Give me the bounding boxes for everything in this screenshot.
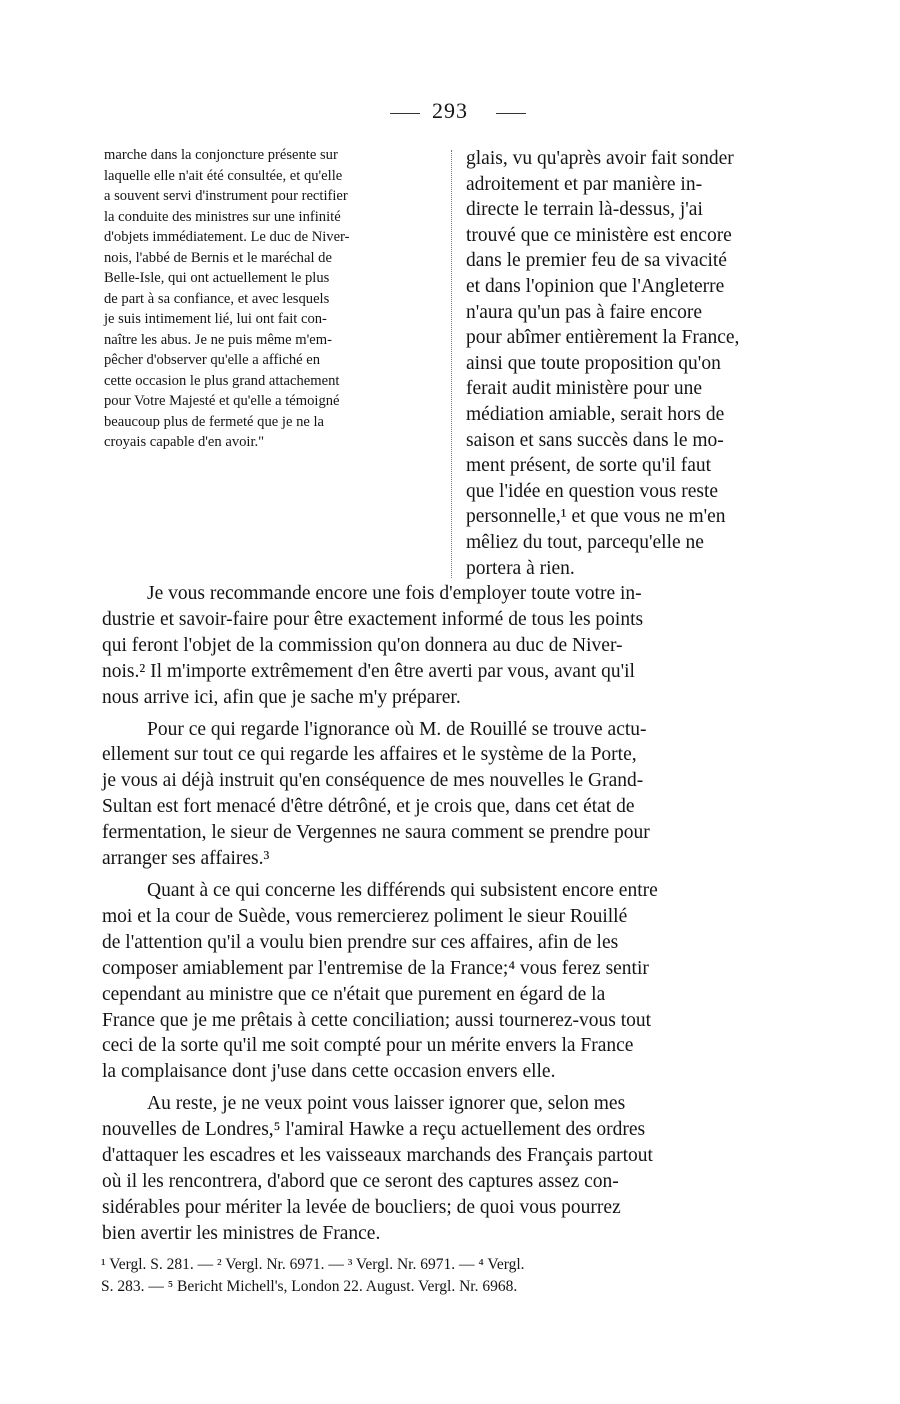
paragraph-line: sidérables pour mériter la levée de boucliers; de quoi vous pourrez — [102, 1196, 621, 1218]
right-column-line: ferait audit ministère pour une — [466, 378, 703, 400]
left-column-line: beaucoup plus de fermeté que je ne la — [104, 413, 325, 430]
left-column-line: de part à sa confiance, et avec lesquels — [104, 290, 330, 307]
right-column-line: portera à rien. — [466, 557, 575, 579]
footnote-line: ¹ Vergl. S. 281. — ² Vergl. Nr. 6971. — ³ Vergl. Nr. 6971. — ⁴ Vergl. — [101, 1256, 525, 1273]
paragraph-line: moi et la cour de Suède, vous remercierez poliment le sieur Rouillé — [102, 905, 628, 927]
paragraph-line: de l'attention qu'il a voulu bien prendre sur ces affaires, afin de les — [102, 931, 619, 953]
right-column-line: n'aura qu'un pas à faire encore — [466, 301, 703, 323]
right-column-line: que l'idée en question vous reste — [466, 480, 719, 502]
paragraph-line: arranger ses affaires.³ — [102, 848, 270, 870]
paragraph-line: Au reste, je ne veux point vous laisser ignorer que, selon mes — [147, 1093, 626, 1115]
left-column-line: la conduite des ministres sur une infinité — [104, 208, 341, 225]
paragraph-line: qui feront l'objet de la commission qu'on donnera au duc de Niver- — [102, 634, 623, 656]
left-column-line: nois, l'abbé de Bernis et le maréchal de — [104, 249, 332, 266]
paragraph-line: je vous ai déjà instruit qu'en conséquence de mes nouvelles le Grand- — [102, 770, 644, 792]
paragraph — [102, 1091, 802, 1246]
paragraph-line: cependant au ministre que ce n'était que purement en égard de la — [102, 983, 606, 1005]
paragraph-line: Sultan est fort menacé d'être détrôné, et je crois que, dans cet état de — [102, 796, 635, 818]
paragraph-line: ellement sur tout ce qui regarde les affaires et le système de la Porte, — [102, 744, 637, 766]
right-column-line: adroitement et par manière in- — [466, 173, 703, 195]
paragraph-line: Je vous recommande encore une fois d'employer toute votre in- — [147, 583, 642, 604]
right-column-line: saison et sans succès dans le mo- — [466, 429, 724, 451]
right-column-line: et dans l'opinion que l'Angleterre — [466, 275, 725, 297]
paragraph-line: d'attaquer les escadres et les vaisseaux marchands des Français partout — [102, 1145, 653, 1167]
right-column — [466, 146, 803, 581]
right-column-line: pour abîmer entièrement la France, — [466, 327, 740, 349]
right-column-line: médiation amiable, serait hors de — [466, 403, 725, 425]
paragraph-line: composer amiablement par l'entremise de la France;⁴ vous ferez sentir — [102, 957, 649, 979]
left-column-line: je suis intimement lié, lui ont fait con- — [104, 311, 327, 327]
paragraph-line: dustrie et savoir-faire pour être exactement informé de tous les points — [102, 608, 644, 630]
paragraph-line: nous arrive ici, afin que je sache m'y préparer. — [102, 686, 461, 708]
right-column-line: glais, vu qu'après avoir fait sonder — [466, 148, 734, 169]
paragraph-line: où il les rencontrera, d'abord que ce seront des captures assez con- — [102, 1170, 619, 1192]
right-column-line: trouvé que ce ministère est encore — [466, 224, 732, 246]
paragraph — [102, 717, 802, 872]
footnotes — [101, 1254, 803, 1298]
page-header — [0, 98, 900, 128]
paragraph-line: bien avertir les ministres de France. — [102, 1222, 381, 1244]
right-column-line: personnelle,¹ et que vous ne m'en — [466, 506, 726, 528]
header-dash-right — [496, 113, 526, 114]
paragraph-line: fermentation, le sieur de Vergennes ne saura comment se prendre pour — [102, 822, 650, 844]
right-column-line: mêliez du tout, parcequ'elle ne — [466, 531, 704, 553]
left-column-line: Belle-Isle, qui ont actuellement le plus — [104, 270, 330, 286]
paragraph-line: ceci de la sorte qu'il me soit compté pour un mérite envers la France — [102, 1035, 634, 1057]
body-text — [102, 581, 802, 1253]
paragraph-line: nouvelles de Londres,⁵ l'amiral Hawke a reçu actuellement des ordres — [102, 1119, 646, 1141]
left-column-line: d'objets immédiatement. Le duc de Niver- — [104, 229, 350, 245]
left-column-line: croyais capable d'en avoir." — [104, 434, 265, 450]
paragraph — [102, 581, 802, 711]
right-column-line: ainsi que toute proposition qu'on — [466, 352, 721, 374]
right-column-line: ment présent, de sorte qu'il faut — [466, 455, 712, 477]
footnote-line: S. 283. — ⁵ Bericht Michell's, London 22. August. Vergl. Nr. 6968. — [101, 1278, 518, 1295]
left-column-line: a souvent servi d'instrument pour rectifier — [104, 188, 348, 204]
right-column-line: directe le terrain là-dessus, j'ai — [466, 199, 703, 221]
paragraph — [102, 878, 802, 1085]
paragraph-line: France que je me prêtais à cette conciliation; aussi tournerez-vous tout — [102, 1009, 652, 1031]
paragraph-line: Quant à ce qui concerne les différends qui subsistent encore entre — [147, 879, 658, 901]
paragraph-line: Pour ce qui regarde l'ignorance où M. de Rouillé se trouve actu- — [147, 718, 647, 740]
paragraph-line: la complaisance dont j'use dans cette occasion envers elle. — [102, 1061, 556, 1083]
left-column — [104, 145, 438, 453]
left-column-line: laquelle elle n'ait été consultée, et qu'elle — [104, 167, 343, 184]
right-column-line: dans le premier feu de sa vivacité — [466, 250, 727, 272]
paragraph-line: nois.² Il m'importe extrêmement d'en être averti par vous, avant qu'il — [102, 660, 635, 682]
left-column-line: marche dans la conjoncture présente sur — [104, 147, 338, 163]
left-column-line: pêcher d'observer qu'elle a affiché en — [104, 352, 321, 368]
column-divider — [451, 150, 452, 578]
header-dash-left — [390, 113, 420, 114]
left-column-line: cette occasion le plus grand attachement — [104, 372, 340, 389]
left-column-line: pour Votre Majesté et qu'elle a témoigné — [104, 393, 340, 409]
page-number: 293 — [432, 98, 468, 123]
left-column-line: naître les abus. Je ne puis même m'em- — [104, 331, 332, 348]
